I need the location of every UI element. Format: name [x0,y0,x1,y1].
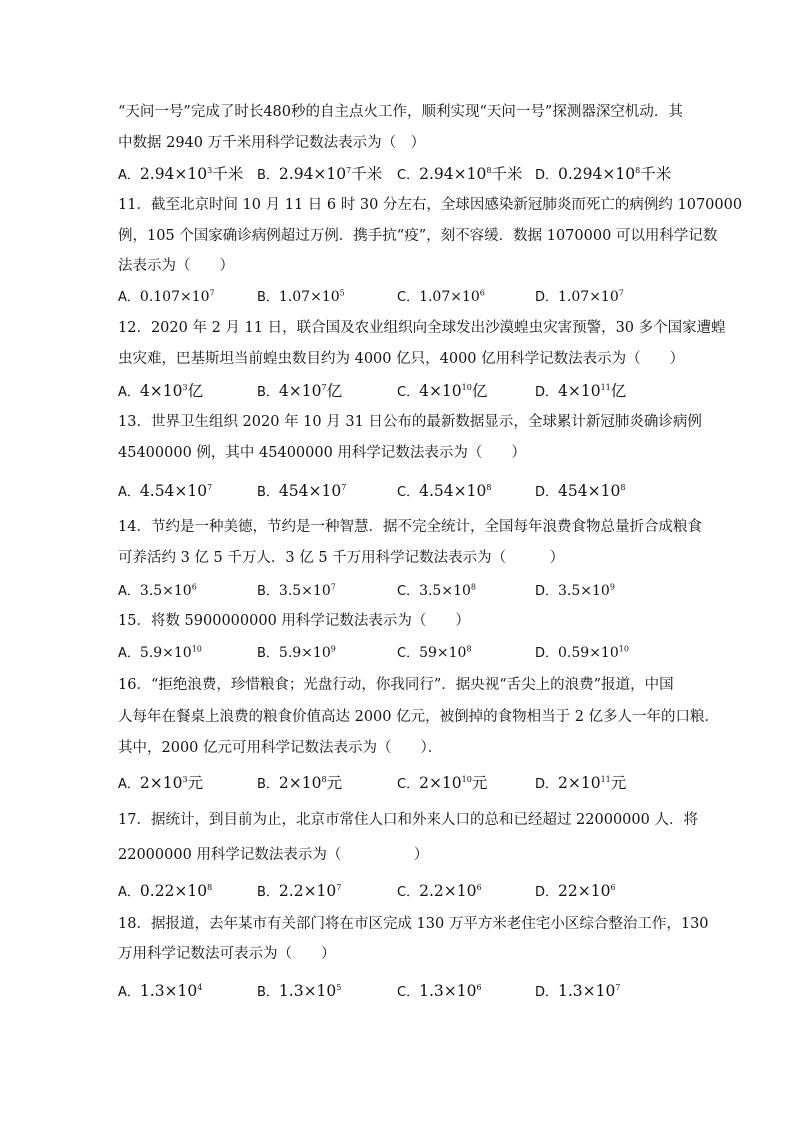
options-row [118,772,688,794]
option-a[interactable]: A．$0.107\times 10^7$ [118,288,215,305]
option-a[interactable]: A．$3.5\times 10^6$ [118,582,197,599]
question-text-line: 16．“拒绝浪费，珍惜粮食；光盘行动，你我同行”．据央视“舌尖上的浪费”报道，中国 [118,677,674,693]
option-c[interactable]: C．$59\times 10^8$ [397,644,472,661]
option-b[interactable]: B．$3.5\times 10^7$ [257,582,336,599]
options-row [118,880,688,902]
question-text-line: 例，105 个国家确诊病例超过万例．携手抗“疫”，刻不容缓．数据 1070000 可以用科学记数 [118,228,718,244]
options-row [118,163,688,185]
options-row [118,380,688,402]
option-b[interactable]: B．$1.07\times 10^5$ [257,288,345,305]
option-b[interactable]: B．$4\times 10^7$亿 [257,382,343,400]
option-b[interactable]: B．$1.3\times 10^5$ [257,982,342,1000]
option-b[interactable]: B．$2.94\times 10^7$千米 [257,165,383,183]
question-text-line: 13．世界卫生组织 2020 年 10 月 31 日公布的最新数据显示，全球累计新冠肺炎确诊病例 [118,414,702,430]
question-text-line: 其中，2000 亿元可用科学记数法表示为（ ）． [118,740,443,756]
option-c[interactable]: C．$2.94\times 10^8$千米 [397,165,523,183]
question-text-line: 可养活约 3 亿 5 千万人．3 亿 5 千万用科学记数法表示为（ ） [118,550,565,566]
question-text-line: 14．节约是一种美德，节约是一种智慧．据不完全统计，全国每年浪费食物总量折合成粮食 [118,519,702,535]
question-text-line: 11．截至北京时间 10 月 11 日 6 时 30 分左右，全球因感染新冠肺炎而死亡的病例约 1070000 [118,197,743,213]
option-b[interactable]: B．$5.9\times 10^9$ [257,644,336,661]
question-text-line: 15．将数 5900000000 用科学记数法表示为（ ） [118,613,470,629]
question-text-line: 18．据报道，去年某市有关部门将在市区完成 130 万平方米老住宅小区综合整治工作，130 [118,916,709,932]
options-row [118,980,688,1002]
question-text-line: 17．据统计，到目前为止，北京市常住人口和外来人口的总和已经超过 22000000 人．将 [118,812,698,828]
question-text-line: 中数据 2940 万千米用科学记数法表示为（ ） [118,135,426,151]
option-c[interactable]: C．$3.5\times 10^8$ [397,582,476,599]
options-row [118,480,688,502]
option-d[interactable]: D．$2\times 10^{11}$元 [535,774,627,792]
option-a[interactable]: A．$5.9\times 10^{10}$ [118,644,202,661]
option-c[interactable]: C．$4.54\times 10^8$ [397,482,492,500]
question-text-line: 22000000 用科学记数法表示为（ ） [118,847,429,863]
option-d[interactable]: D．$1.07\times 10^7$ [535,288,624,305]
option-a[interactable]: A．$4.54\times 10^7$ [118,482,213,500]
options-row [118,642,688,664]
options-row [118,286,688,308]
options-row [118,580,688,602]
question-text-line: 45400000 例，其中 45400000 用科学记数法表示为（ ） [118,445,526,461]
option-b[interactable]: B．$2\times 10^8$元 [257,774,343,792]
option-b[interactable]: B．$454\times 10^7$ [257,482,347,500]
question-text-line: 人每年在餐桌上浪费的粮食价值高达 2000 亿元，被倒掉的食物相当于 2 亿多人一年的口粮． [118,709,720,725]
option-d[interactable]: D．$22\times 10^6$ [535,882,616,900]
option-a[interactable]: A．$0.22\times 10^8$ [118,882,213,900]
option-d[interactable]: D．$3.5\times 10^9$ [535,582,615,599]
option-d[interactable]: D．$1.3\times 10^7$ [535,982,621,1000]
option-c[interactable]: C．$1.3\times 10^6$ [397,982,482,1000]
question-text-line: “天问一号”完成了时长480秒的自主点火工作，顺利实现“天问一号”探测器深空机动．其 [118,104,683,120]
question-text-line: 虫灾难，巴基斯坦当前蝗虫数目约为 4000 亿只，4000 亿用科学记数法表示为（ ） [118,351,685,367]
option-c[interactable]: C．$2.2\times 10^6$ [397,882,482,900]
option-d[interactable]: D．$4\times 10^{11}$亿 [535,382,627,400]
option-a[interactable]: A．$2.94\times 10^3$千米 [118,165,244,183]
option-a[interactable]: A．$4\times 10^3$亿 [118,382,204,400]
question-text-line: 法表示为（ ） [118,258,234,274]
option-c[interactable]: C．$1.07\times 10^6$ [397,288,485,305]
option-d[interactable]: D．$0.294\times 10^8$千米 [535,165,672,183]
option-b[interactable]: B．$2.2\times 10^7$ [257,882,342,900]
option-d[interactable]: D．$0.59\times 10^{10}$ [535,644,629,661]
option-a[interactable]: A．$1.3\times 10^4$ [118,982,203,1000]
option-a[interactable]: A．$2\times 10^3$元 [118,774,204,792]
question-text-line: 万用科学记数法可表示为（ ） [118,946,336,962]
option-c[interactable]: C．$4\times 10^{10}$亿 [397,382,488,400]
option-d[interactable]: D．$454\times 10^8$ [535,482,626,500]
question-text-line: 12．2020 年 2 月 11 日，联合国及农业组织向全球发出沙漠蝗虫灾害预警，30 多个国家遭蝗 [118,320,726,336]
option-c[interactable]: C．$2\times 10^{10}$元 [397,774,488,792]
